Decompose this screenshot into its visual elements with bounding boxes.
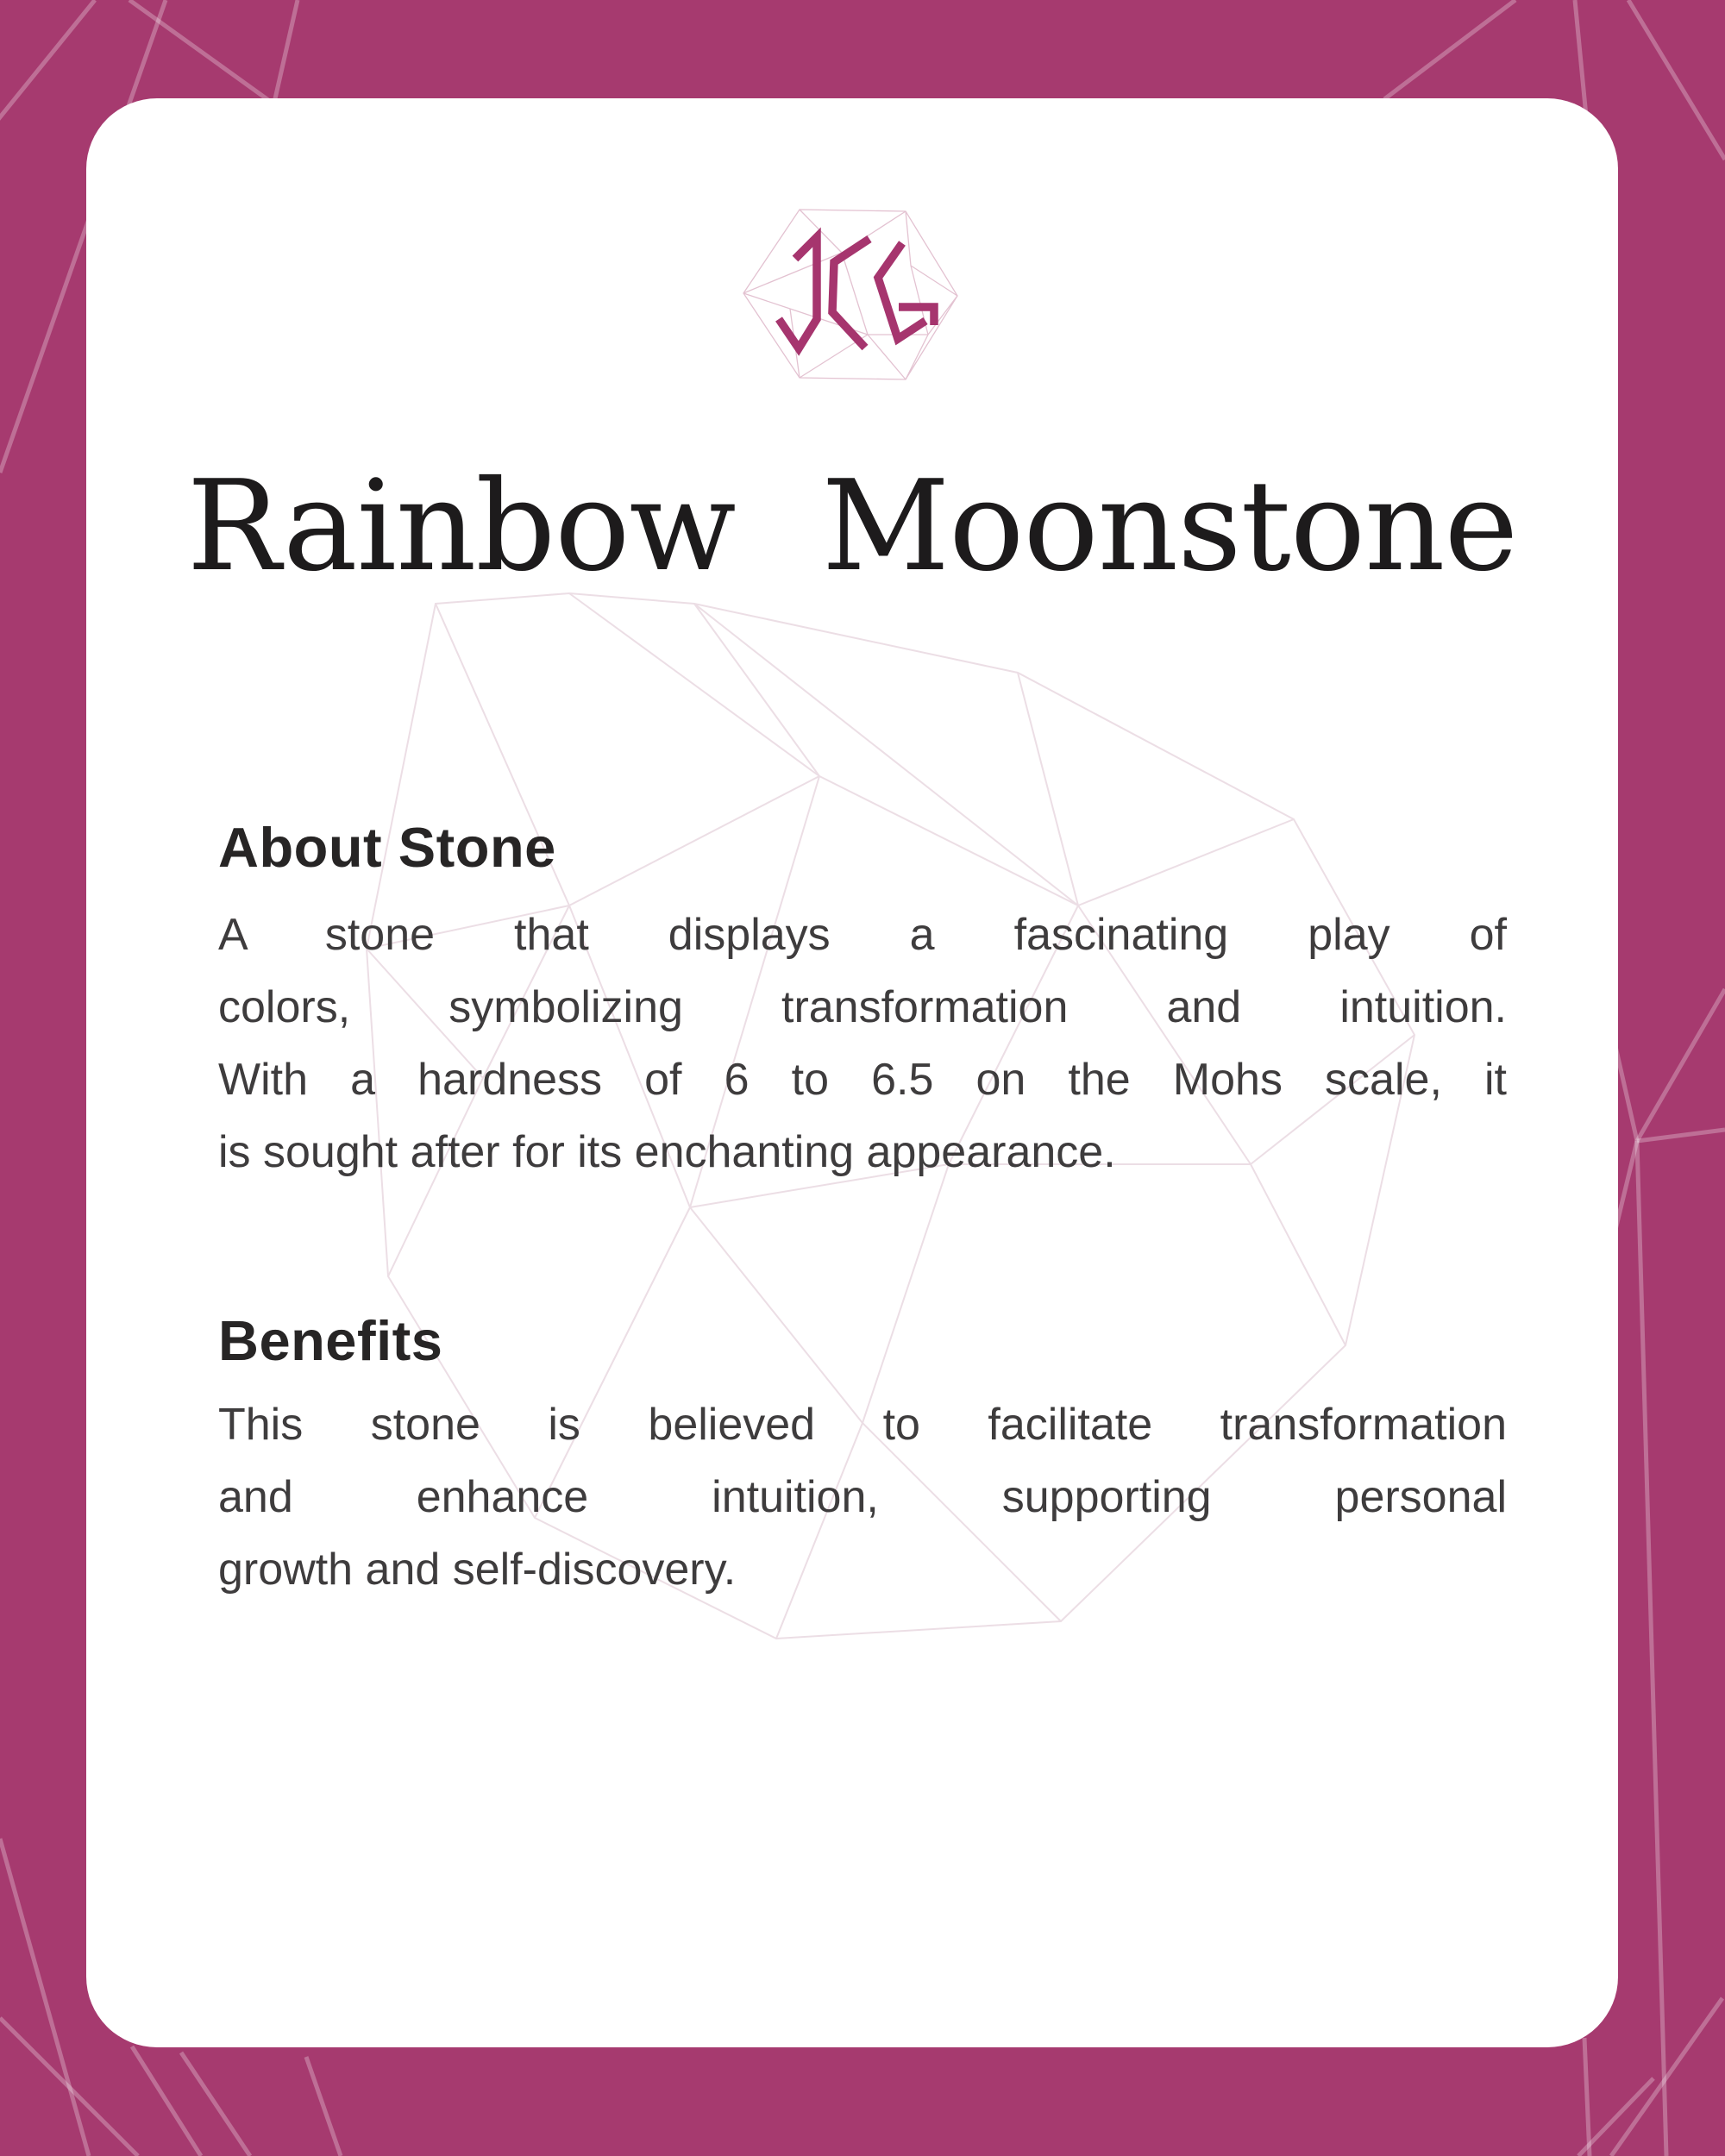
- about-body-line: With a hardness of 6 to 6.5 on the Mohs scale, it: [218, 1055, 1507, 1105]
- logo-letters: [779, 237, 934, 348]
- benefits-body-line: This stone is believed to facilitate transformation: [218, 1400, 1507, 1450]
- about-body-line: is sought after for its enchanting appearance.: [218, 1127, 1116, 1177]
- about-body-line: A stone that displays a fascinating play of: [218, 910, 1507, 960]
- section-body-about: [218, 899, 1507, 1188]
- logo-monogram: [738, 205, 963, 386]
- section-body-benefits: [218, 1388, 1507, 1606]
- brand-logo: [738, 205, 963, 386]
- page-title: Rainbow Moonstone: [186, 454, 1518, 599]
- section-heading-about: About Stone: [218, 816, 556, 879]
- benefits-body-line: and enhance intuition, supporting personal: [218, 1472, 1507, 1522]
- benefits-body-line: growth and self-discovery.: [218, 1545, 737, 1595]
- section-heading-benefits: Benefits: [218, 1309, 443, 1372]
- about-body-line: colors, symbolizing transformation and intuition.: [218, 982, 1507, 1032]
- logo-crystal-wireframe: [743, 210, 957, 379]
- info-card: [86, 98, 1618, 2047]
